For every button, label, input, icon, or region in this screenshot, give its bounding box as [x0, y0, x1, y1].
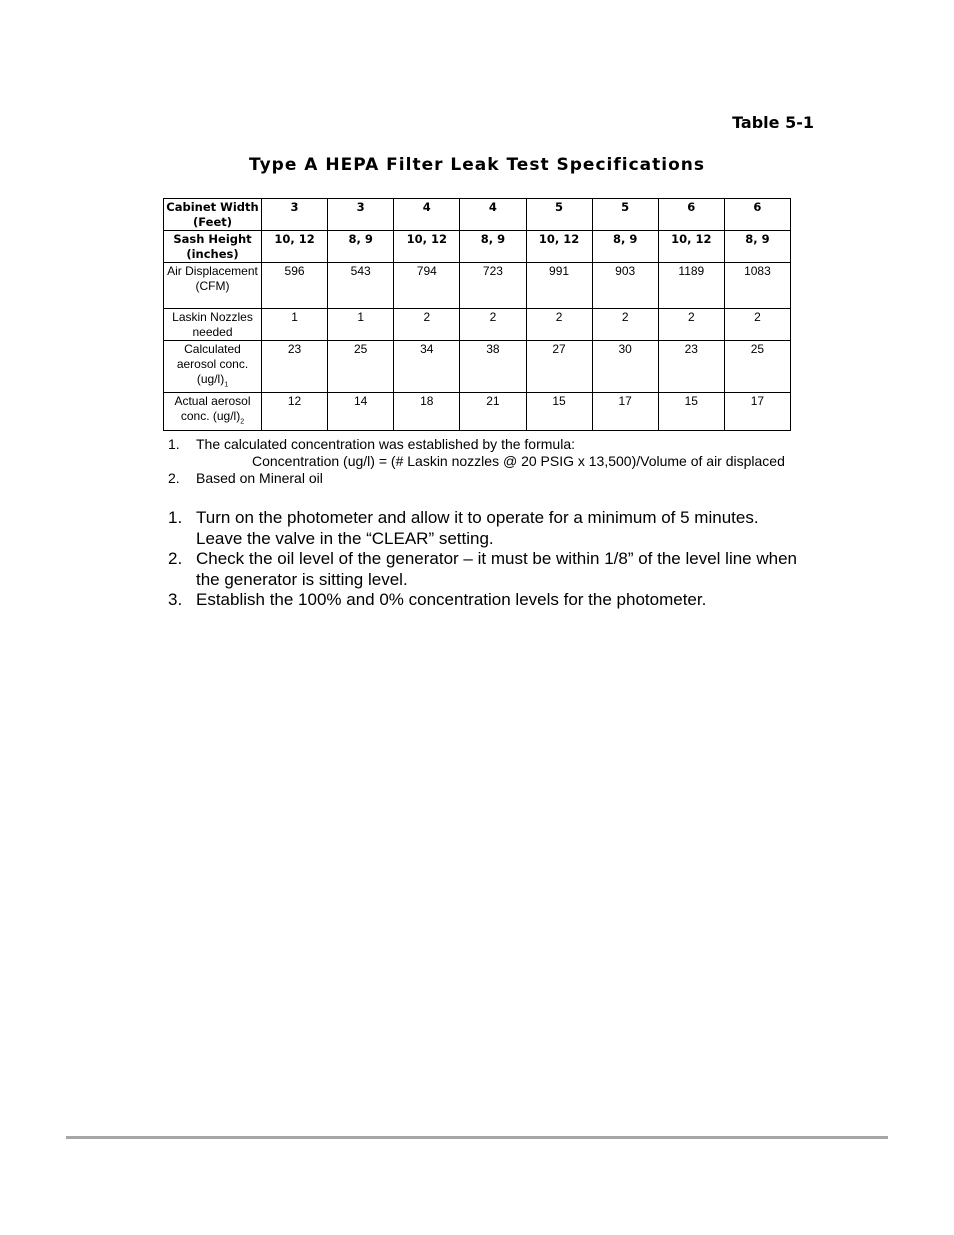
row-label-text: Actual aerosol conc. (ug/l)	[174, 394, 251, 424]
table-cell: 6	[724, 199, 790, 231]
table-cell: 723	[460, 263, 526, 309]
table-cell: 15	[526, 393, 592, 430]
table-cell: 14	[328, 393, 394, 430]
step-number: 3.	[168, 590, 183, 609]
row-label-text: Calculated aerosol conc. (ug/l)	[176, 342, 249, 386]
table-cell: 2	[592, 309, 658, 341]
table-cell: 8, 9	[460, 231, 526, 263]
table-cell: 3	[328, 199, 394, 231]
procedure-steps	[168, 508, 808, 611]
table-row	[164, 393, 791, 430]
row-label: Air Displacement (CFM)	[164, 263, 262, 309]
row-label	[164, 393, 262, 430]
table-cell: 596	[262, 263, 328, 309]
table-cell: 5	[526, 199, 592, 231]
table-cell: 23	[262, 341, 328, 393]
step-number: 2.	[168, 549, 183, 568]
table-row	[164, 263, 791, 309]
footnote-marker: 2	[240, 418, 245, 426]
table-cell: 8, 9	[724, 231, 790, 263]
page-title: Type A HEPA Filter Leak Test Specifications	[249, 155, 705, 175]
table-cell: 10, 12	[526, 231, 592, 263]
footnotes	[168, 436, 808, 487]
row-label: Sash Height (inches)	[164, 231, 262, 263]
footnote-text: The calculated concentration was established by the formula:	[196, 436, 575, 452]
footnote-number: 2.	[168, 470, 180, 486]
footnote-text: Based on Mineral oil	[196, 470, 323, 486]
table-cell: 25	[328, 341, 394, 393]
table-cell: 15	[658, 393, 724, 430]
table-cell: 38	[460, 341, 526, 393]
formula-text: Concentration (ug/l) = (# Laskin nozzles @ 20 PSIG x 13,500)/Volume of air displaced	[252, 453, 785, 469]
row-label: Laskin Nozzles needed	[164, 309, 262, 341]
step-item	[168, 549, 808, 590]
table-cell: 2	[658, 309, 724, 341]
step-item	[168, 508, 808, 549]
table-cell: 1	[328, 309, 394, 341]
table-cell: 17	[592, 393, 658, 430]
step-number: 1.	[168, 508, 183, 527]
step-item	[168, 590, 808, 611]
table-cell: 2	[460, 309, 526, 341]
table-cell: 34	[394, 341, 460, 393]
table-cell: 2	[526, 309, 592, 341]
table-cell: 10, 12	[394, 231, 460, 263]
table-cell: 21	[460, 393, 526, 430]
step-text: Check the oil level of the generator – it must be within 1/8” of the level line when the generator is sitting level.	[196, 549, 798, 589]
table-row	[164, 199, 791, 231]
spec-table	[163, 198, 791, 431]
table-row	[164, 341, 791, 393]
footnote-item	[168, 470, 808, 487]
table-cell: 18	[394, 393, 460, 430]
footnote-number: 1.	[168, 436, 180, 452]
table-cell: 794	[394, 263, 460, 309]
table-cell: 1189	[658, 263, 724, 309]
row-label: Cabinet Width (Feet)	[164, 199, 262, 231]
table-row	[164, 231, 791, 263]
step-text: Turn on the photometer and allow it to operate for a minimum of 5 minutes. Leave the valve in the “CLEAR” setting.	[196, 508, 759, 548]
table-cell: 10, 12	[658, 231, 724, 263]
table-cell: 8, 9	[592, 231, 658, 263]
step-text: Establish the 100% and 0% concentration levels for the photometer.	[196, 590, 707, 609]
table-cell: 2	[724, 309, 790, 341]
row-label	[164, 341, 262, 393]
table-cell: 5	[592, 199, 658, 231]
footnote-item	[168, 436, 808, 453]
footer-divider	[66, 1136, 888, 1139]
table-cell: 17	[724, 393, 790, 430]
table-cell: 23	[658, 341, 724, 393]
table-cell: 1	[262, 309, 328, 341]
table-cell: 903	[592, 263, 658, 309]
table-cell: 27	[526, 341, 592, 393]
table-cell: 1083	[724, 263, 790, 309]
footnote-marker: 1	[224, 381, 229, 389]
table-cell: 2	[394, 309, 460, 341]
table-cell: 4	[394, 199, 460, 231]
table-cell: 30	[592, 341, 658, 393]
table-cell: 543	[328, 263, 394, 309]
table-cell: 8, 9	[328, 231, 394, 263]
table-cell: 12	[262, 393, 328, 430]
table-cell: 3	[262, 199, 328, 231]
table-cell: 25	[724, 341, 790, 393]
table-cell: 10, 12	[262, 231, 328, 263]
table-cell: 6	[658, 199, 724, 231]
table-cell: 991	[526, 263, 592, 309]
table-label: Table 5-1	[732, 113, 814, 132]
table-row	[164, 309, 791, 341]
table-cell: 4	[460, 199, 526, 231]
